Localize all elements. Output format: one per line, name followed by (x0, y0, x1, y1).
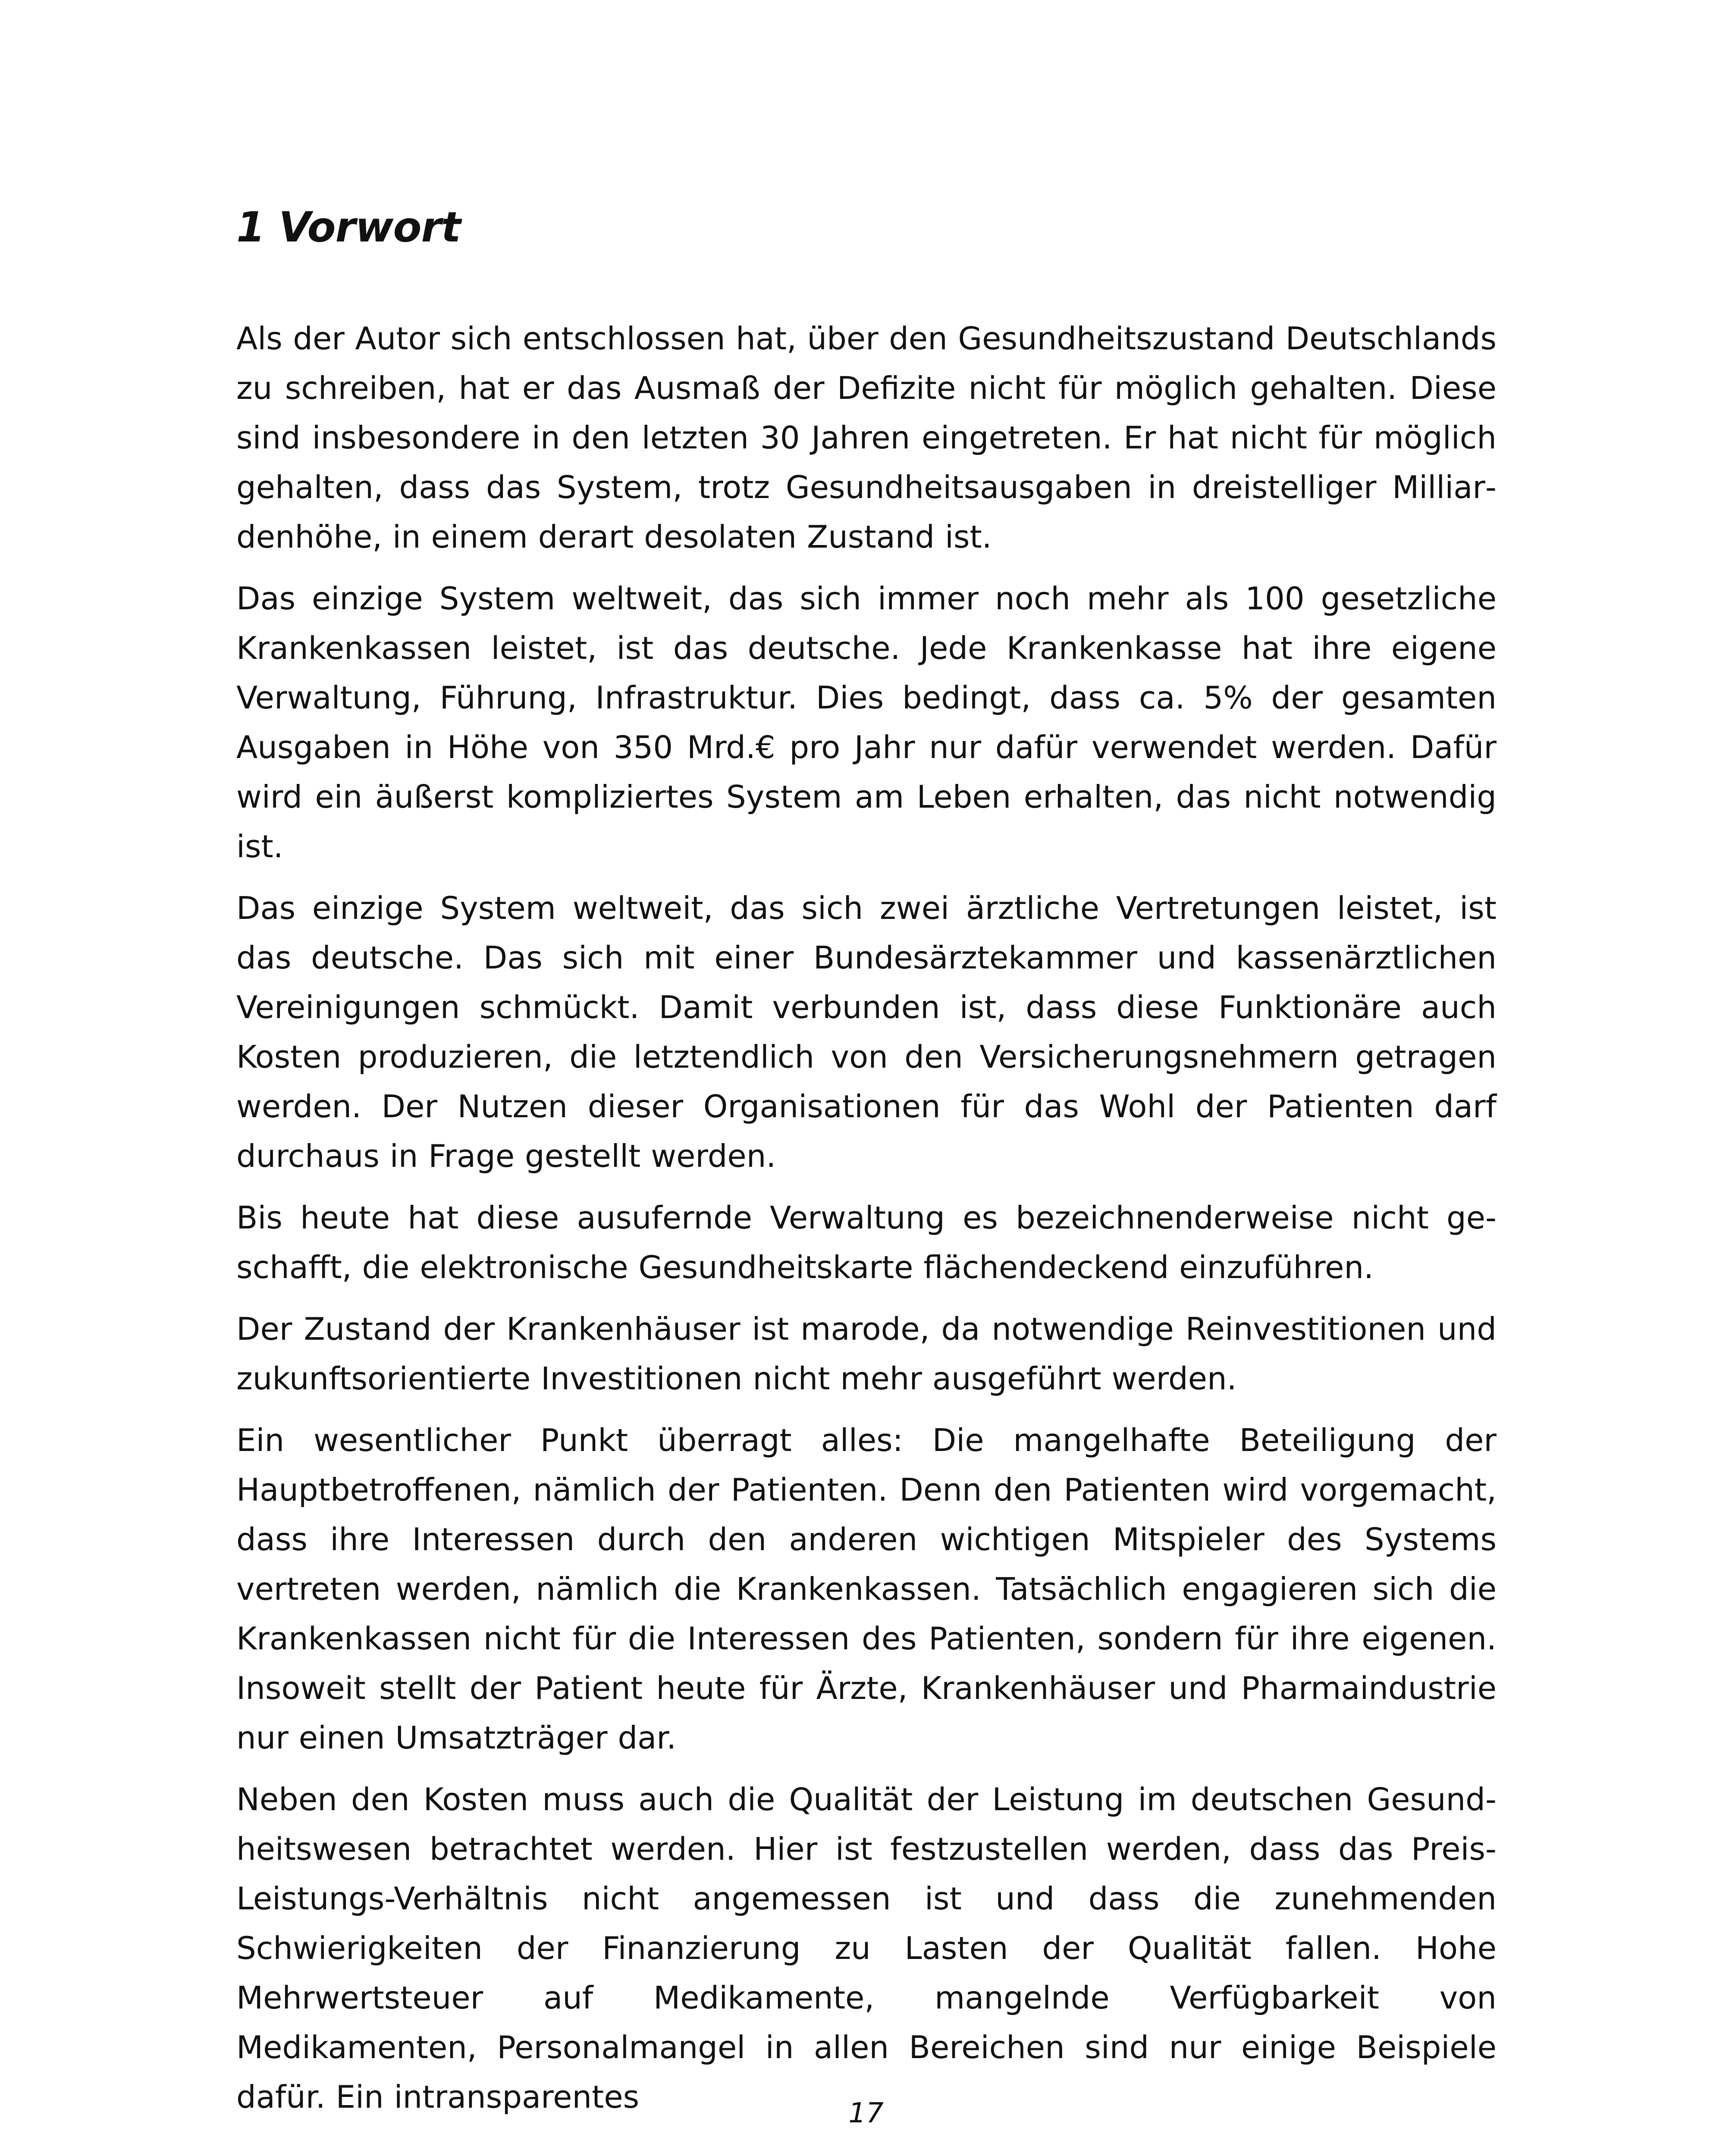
paragraph-5: Der Zustand der Krankenhäuser ist marode, da notwendige Reinvestitionen und zukunftsorientierte Investitionen nicht mehr ausgeführt werden. (236, 1311, 1497, 1397)
paragraph-1: Als der Autor sich entschlossen hat, über den Gesundheitszustand Deutschlands zu schreiben, hat er das Ausmaß der Defizite nicht für möglich gehalten. Diese sind insbesondere in den letzten 30 Jahren eingetreten. Er hat nicht für möglich gehalten, dass das System, trotz Gesundheitsausgaben in dreistelliger Milliardenhöhe, in einem derart desolaten Zustand ist. (236, 320, 1497, 555)
paragraph-4: Bis heute hat diese ausufernde Verwaltung es bezeichnenderweise nicht geschafft, die elektronische Gesundheitskarte flächendeckend einzuführen. (236, 1200, 1497, 1285)
chapter-heading: 1 Vorwort (236, 203, 461, 251)
paragraph-2: Das einzige System weltweit, das sich immer noch mehr als 100 gesetzliche Krankenkassen leistet, ist das deutsche. Jede Krankenkasse hat ihre eigene Verwaltung, Führung, Infrastruktur. Dies bedingt, dass ca. 5% der gesamten Ausgaben in Höhe von 350 Mrd.€ pro Jahr nur dafür verwendet werden. Dafür wird ein äußerst kompliziertes System am Leben erhalten, das nicht notwendig ist. (236, 580, 1497, 865)
body-text (236, 314, 1497, 2134)
paragraph-3: Das einzige System weltweit, das sich zwei ärztliche Vertretungen leistet, ist das deutsche. Das sich mit einer Bundesärztekammer und kassenärztlichen Vereinigungen schmückt. Damit verbunden ist, dass diese Funktionäre auch Kosten produzieren, die letztendlich von den Versicherungsnehmern getragen werden. Der Nutzen dieser Organisationen für das Wohl der Patienten darf durchaus in Frage gestellt werden. (236, 890, 1497, 1174)
paragraph-7: Neben den Kosten muss auch die Qualität der Leistung im deutschen Gesundheitswesen betrachtet werden. Hier ist festzustellen werden, dass das Preis-Leistungs-Verhältnis nicht angemessen ist und dass die zunehmenden Schwierigkeiten der Finanzierung zu Lasten der Qualität fallen. Hohe Mehrwertsteuer auf Medikamente, mangelnde Verfügbarkeit von Medikamenten, Personalmangel in allen Bereichen sind nur einige Beispiele dafür. Ein intransparentes (236, 1781, 1497, 2115)
page-number: 17 (848, 2097, 884, 2129)
paragraph-6: Ein wesentlicher Punkt überragt alles: Die mangelhafte Beteiligung der Hauptbetroffenen, nämlich der Patienten. Denn den Patienten wird vorgemacht, dass ihre Interessen durch den anderen wichtigen Mitspieler des Systems vertreten werden, nämlich die Krankenkassen. Tatsächlich engagieren sich die Krankenkassen nicht für die Interessen des Patienten, sondern für ihre eigenen. Insoweit stellt der Patient heute für Ärzte, Krankenhäuser und Pharmaindustrie nur einen Umsatzträger dar. (236, 1422, 1497, 1756)
